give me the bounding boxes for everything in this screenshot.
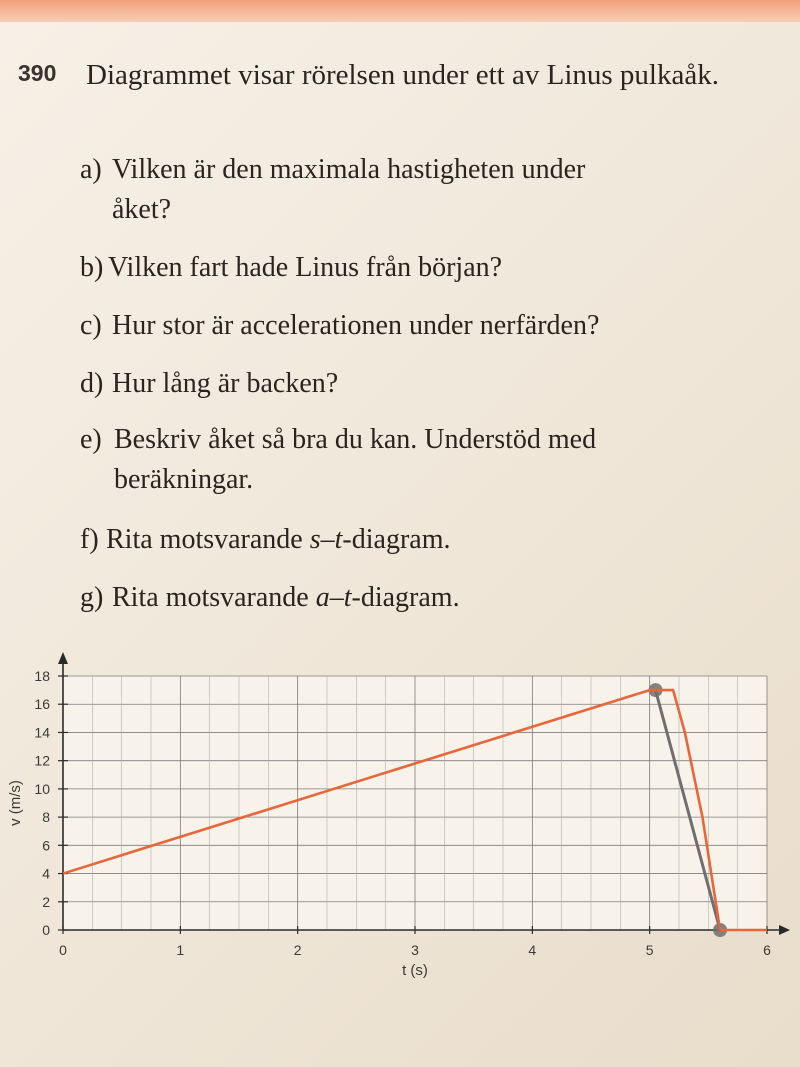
- dash: –: [329, 582, 344, 613]
- x-axis-label: t (s): [402, 962, 428, 979]
- question-b: [80, 248, 720, 288]
- x-tick-label: 6: [763, 942, 771, 958]
- y-tick-label: 6: [42, 837, 50, 854]
- variable-t: t: [334, 524, 343, 555]
- x-tick-label: 1: [176, 942, 185, 958]
- y-tick-label: 12: [34, 752, 50, 769]
- page-top-band: [0, 0, 800, 22]
- y-tick-label: 4: [42, 865, 50, 882]
- question-text-part: Rita motsvarande: [112, 582, 316, 613]
- question-text: Beskriv åket så bra du kan. Understöd med: [114, 424, 597, 455]
- problem-number: 390: [18, 60, 57, 86]
- variable-t: t: [343, 582, 352, 613]
- velocity-time-chart: [0, 640, 800, 990]
- question-text: Hur stor är accelerationen under nerfärden?: [112, 310, 600, 341]
- y-axis-arrow: [58, 652, 68, 664]
- x-axis-arrow: [779, 925, 790, 935]
- variable-s: s: [309, 524, 321, 555]
- x-tick-label: 5: [645, 942, 654, 958]
- question-f: [80, 520, 720, 560]
- question-text-part: -diagram.: [342, 524, 451, 555]
- question-label: c): [80, 310, 102, 341]
- question-text: Vilken är den maximala hastigheten under: [112, 154, 586, 185]
- question-text: Hur lång är backen?: [112, 368, 339, 399]
- problem-intro: Diagrammet visar rörelsen under ett av Linus pulkaåk.: [86, 59, 719, 91]
- y-tick-label: 18: [34, 668, 50, 684]
- y-tick-label: 14: [34, 724, 50, 741]
- question-text: [112, 578, 460, 617]
- question-text: [106, 520, 450, 559]
- question-label: f): [80, 524, 99, 555]
- question-a: [80, 150, 720, 230]
- question-label: d): [80, 368, 104, 399]
- question-label: e): [80, 424, 102, 455]
- question-g: [80, 578, 720, 618]
- y-tick-label: 8: [42, 809, 50, 826]
- question-text-part: -diagram.: [351, 582, 460, 613]
- variable-a: a: [315, 582, 330, 613]
- x-tick-label: 4: [528, 942, 537, 958]
- y-tick-label: 10: [34, 780, 50, 797]
- question-label: g): [80, 582, 104, 613]
- y-tick-label: 0: [42, 922, 50, 938]
- x-tick-label: 0: [59, 942, 67, 958]
- y-tick-label: 2: [42, 893, 50, 910]
- dash: –: [320, 524, 335, 555]
- y-tick-label: 16: [34, 696, 50, 713]
- question-text-continued: åket?: [112, 194, 172, 225]
- question-c: [80, 306, 720, 346]
- x-tick-label: 2: [293, 942, 302, 958]
- y-axis-label: v (m/s): [7, 780, 24, 826]
- question-d: [80, 364, 720, 404]
- question-e: [80, 420, 740, 500]
- x-tick-label: 3: [411, 942, 419, 958]
- question-text: Vilken fart hade Linus från början?: [108, 252, 503, 283]
- question-text-part: Rita motsvarande: [106, 524, 310, 555]
- question-text-continued: beräkningar.: [114, 464, 254, 495]
- question-label: b): [80, 252, 104, 283]
- question-label: a): [80, 154, 102, 185]
